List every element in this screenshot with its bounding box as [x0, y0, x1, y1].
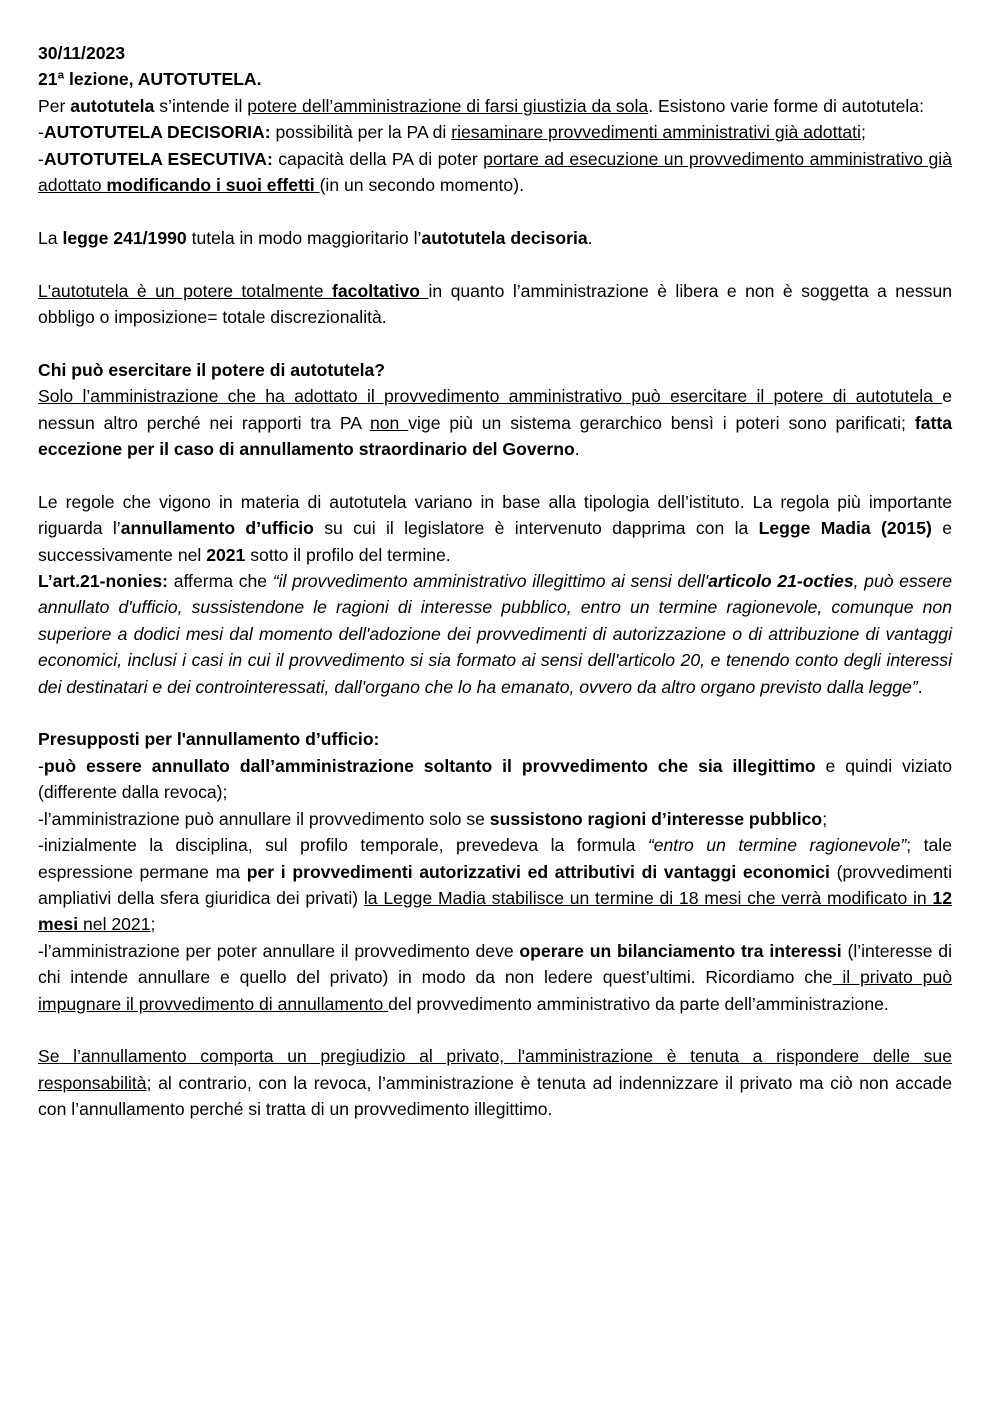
- paragraph-legge-241: [38, 225, 952, 251]
- paragraph-gap: [38, 198, 952, 224]
- paragraph-gap: [38, 330, 952, 356]
- text-run: Le regole che vigono in materia di autotutela variano in base alla tipologia dell’istituto. La regola più importante riguarda l’: [38, 491, 952, 539]
- text-run: portare ad esecuzione un provvedimento amministrativo già adottato: [38, 148, 952, 196]
- text-run: su cui il legislatore è intervenuto dapprima con la: [313, 518, 759, 539]
- text-run: La: [38, 227, 63, 248]
- text-run: (in un secondo momento).: [319, 175, 524, 196]
- text-run: tutela in modo maggioritario l’: [186, 227, 422, 248]
- text-run: (provvedimenti ampliativi della sfera giuridica dei privati): [38, 861, 952, 908]
- document-body: [38, 93, 952, 1123]
- text-run: potere dell’amministrazione di farsi giustizia da sola: [247, 95, 649, 116]
- text-run: AUTOTUTELA DECISORIA:: [43, 122, 271, 143]
- text-run: nel 2021: [78, 914, 151, 935]
- text-run: -: [38, 122, 44, 143]
- document-page: [38, 40, 952, 1123]
- paragraph-pregiudizio: [38, 1043, 952, 1122]
- text-run: “il provvedimento amministrativo illegittimo ai sensi dell': [272, 571, 709, 592]
- paragraph-regole: [38, 489, 952, 568]
- text-run: -: [38, 755, 44, 776]
- text-run: AUTOTUTELA ESECUTIVA:: [43, 148, 273, 169]
- text-run: fatta eccezione per il caso di annullamento straordinario del Governo: [38, 412, 952, 460]
- text-run: , può essere annullato d'ufficio, sussistendone le ragioni di interesse pubblico, entro un termine ragionevole, comunque non superiore a dodici mesi dal momento dell'adozione dei provvedimenti di autorizzazione o di attribuzione di vantaggi economici, inclusi i casi in cui il provvedimento si sia formato ai sensi dell'articolo 20, e tenendo conto degli interessi dei destinatari e dei controinteressati, dall'organo che lo ha emanato, ovvero da altro organo previsto dalla legge”: [38, 571, 953, 697]
- text-run: sotto il profilo del termine.: [245, 544, 451, 565]
- paragraph-art-21-nonies: [38, 568, 952, 700]
- text-run: .: [574, 439, 580, 460]
- paragraph-presupposti-heading: [38, 726, 952, 752]
- text-run: s’intende il: [154, 95, 248, 116]
- text-run: “entro un termine ragionevole”: [647, 835, 907, 856]
- text-run: ; tale espressione permane ma: [38, 835, 952, 882]
- text-run: il privato può impugnare il provvedimento di annullamento: [38, 967, 952, 1014]
- text-run: può essere annullato dall’amministrazione soltanto il provvedimento che sia illegittimo: [43, 755, 816, 776]
- paragraph-presupposto-2: [38, 806, 952, 832]
- paragraph-gap: [38, 1017, 952, 1043]
- paragraph-chi-puo-heading: [38, 357, 952, 383]
- text-run: .: [587, 227, 593, 248]
- text-run: ;: [822, 808, 828, 829]
- text-run: sussistono ragioni d’interesse pubblico: [489, 808, 823, 829]
- paragraph-gap: [38, 251, 952, 277]
- text-run: e nessun altro perché nei rapporti tra PA: [38, 386, 952, 433]
- paragraph-autotutela-esecutiva: [38, 146, 952, 199]
- text-run: -l’amministrazione può annullare il provvedimento solo se: [38, 808, 490, 829]
- text-run: legge 241/1990: [62, 227, 187, 248]
- text-run: 12 mesi: [38, 887, 952, 935]
- text-run: capacità della PA di poter: [272, 148, 484, 169]
- text-run: annullamento d’ufficio: [120, 518, 314, 539]
- text-run: in quanto l’amministrazione è libera e non è soggetta a nessun obbligo o imposizione= totale discrezionalità.: [38, 280, 953, 328]
- text-run: ;: [150, 914, 156, 935]
- text-run: ; al contrario, con la revoca, l’amministrazione è tenuta ad indennizzare il privato ma ciò non accade con l’annullamento perché si tratta di un provvedimento illegittimo.: [38, 1072, 952, 1120]
- paragraph-autotutela-decisoria: [38, 119, 952, 145]
- text-run: -: [38, 148, 44, 169]
- text-run: (l’interesse di chi intende annullare e quello del privato) in modo da non ledere quest’ultimi. Ricordiamo che: [38, 940, 952, 988]
- text-run: Chi può esercitare il potere di autotutela?: [38, 359, 386, 380]
- text-run: la Legge Madia stabilisce un termine di 18 mesi che verrà modificato in: [363, 887, 933, 908]
- text-run: L'autotutela è un potere totalmente: [38, 280, 333, 301]
- paragraph-facoltativo: [38, 278, 952, 331]
- text-run: non: [369, 412, 409, 433]
- text-run: Presupposti per l'annullamento d’ufficio:: [38, 729, 380, 750]
- lesson-title: 21ª lezione, AUTOTUTELA.: [38, 69, 262, 90]
- paragraph-presupposto-3: [38, 832, 952, 938]
- text-run: -inizialmente la disciplina, sul profilo temporale, prevedeva la formula: [38, 835, 648, 856]
- text-run: articolo 21-octies: [708, 571, 854, 592]
- text-run: afferma che: [168, 571, 273, 592]
- text-run: possibilità per la PA di: [270, 122, 452, 143]
- paragraph-presupposto-1: [38, 753, 952, 806]
- text-run: per i provvedimenti autorizzativi ed attributivi di vantaggi economici: [246, 861, 830, 882]
- text-run: autotutela: [70, 95, 155, 116]
- text-run: Solo l’amministrazione che ha adottato il provvedimento amministrativo può esercitare il potere di autotutela: [38, 386, 943, 407]
- paragraph-chi-puo: [38, 383, 952, 462]
- text-run: facoltativo: [332, 280, 421, 301]
- text-run: 2021: [206, 544, 246, 565]
- text-run: L’art.21-nonies:: [38, 571, 169, 592]
- text-run: e successivamente nel: [38, 518, 952, 565]
- text-run: modificando i suoi effetti: [106, 175, 320, 196]
- paragraph-gap: [38, 462, 952, 488]
- text-run: ;: [860, 122, 866, 143]
- text-run: vige più un sistema gerarchico bensì i poteri sono parificati;: [408, 412, 915, 433]
- text-run: e quindi viziato (differente dalla revoca);: [38, 755, 953, 803]
- text-run: -l’amministrazione per poter annullare il provvedimento deve: [38, 940, 520, 961]
- paragraph-intro: [38, 93, 952, 119]
- text-run: operare un bilanciamento tra interessi: [519, 940, 842, 961]
- text-run: Se l’annullamento comporta un pregiudizio al privato, l'amministrazione è tenuta a rispondere delle sue responsabilità: [38, 1046, 952, 1093]
- paragraph-gap: [38, 700, 952, 726]
- text-run: Legge Madia (2015): [758, 518, 932, 539]
- text-run: del provvedimento amministrativo da parte dell’amministrazione.: [388, 993, 889, 1014]
- paragraph-presupposto-4: [38, 938, 952, 1017]
- text-run: autotutela decisoria: [421, 227, 588, 248]
- text-run: riesaminare provvedimenti amministrativi già adottati: [451, 122, 861, 143]
- text-run: . Esistono varie forme di autotutela:: [648, 95, 924, 116]
- text-run: .: [917, 676, 923, 697]
- text-run: Per: [38, 95, 71, 116]
- document-date: 30/11/2023: [38, 43, 126, 63]
